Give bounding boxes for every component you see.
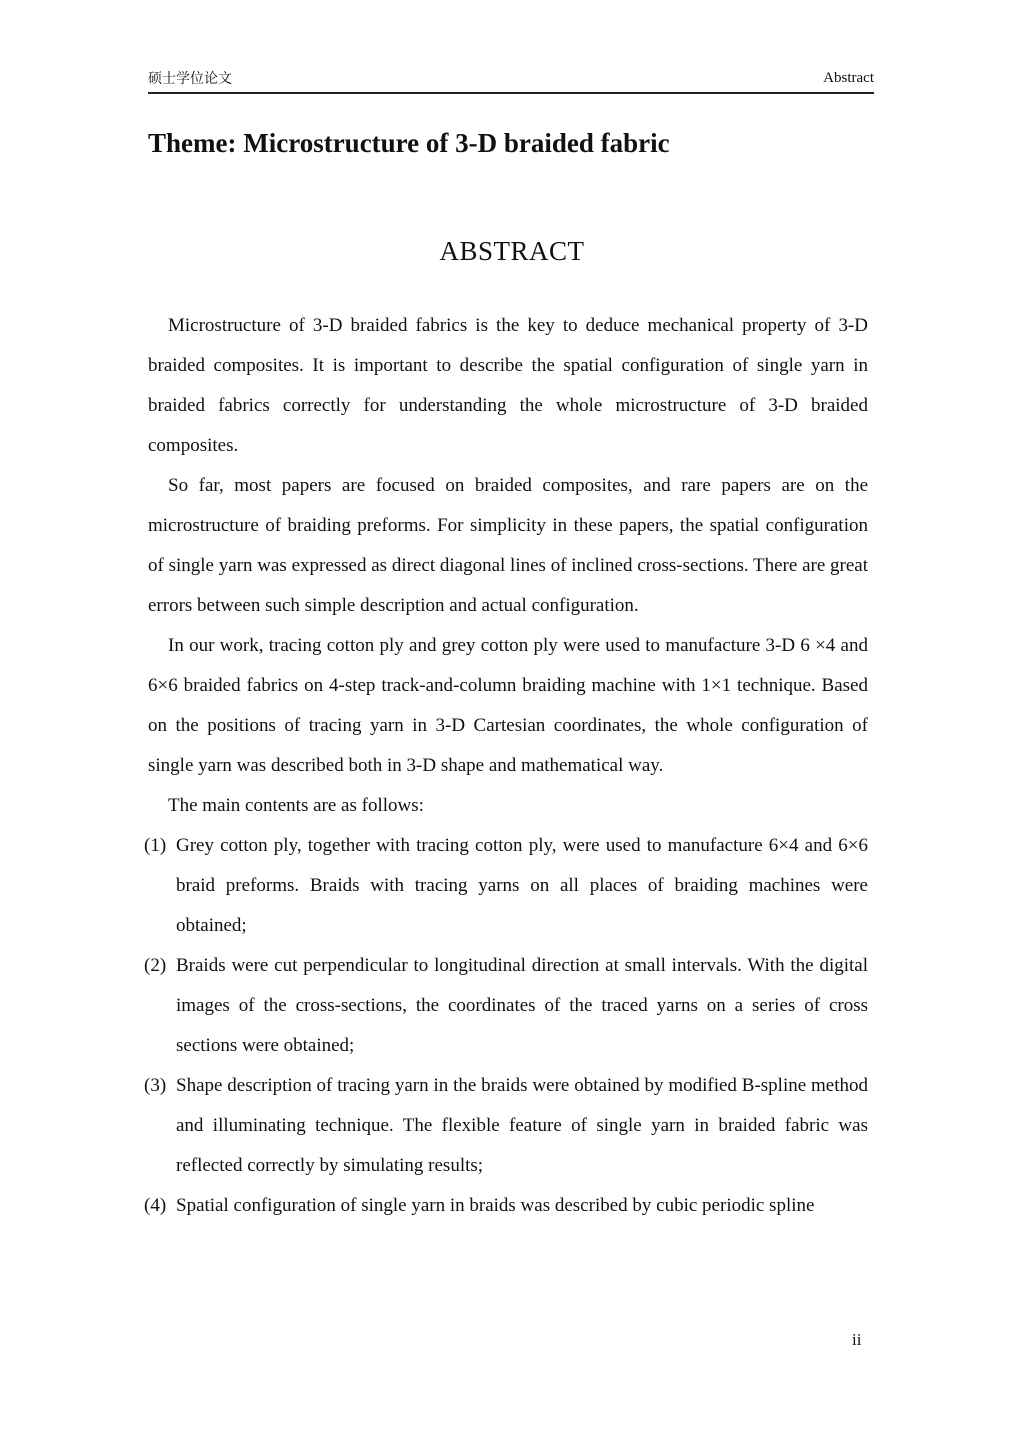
list-item-text: Grey cotton ply, together with tracing cotton ply, were used to manufacture 6×4 and 6×6 braid preforms. Braids with tracing yarns on all places of braiding machines were obtained; [176, 835, 868, 936]
header-section-label: Abstract [823, 70, 874, 86]
list-item-number: (4) [144, 1195, 167, 1216]
list-item-number: (1) [144, 835, 167, 856]
list-item [144, 946, 868, 1066]
list-item-text: Spatial configuration of single yarn in braids was described by cubic periodic spline [176, 1195, 815, 1216]
thesis-theme: Theme: Microstructure of 3-D braided fabric [148, 128, 670, 158]
list-item-number: (3) [144, 1075, 167, 1096]
list-item-text: Shape description of tracing yarn in the braids were obtained by modified B-spline method and illuminating technique. The flexible feature of single yarn in braided fabric was reflected correctly by simulating results; [176, 1075, 868, 1176]
paragraph: Microstructure of 3-D braided fabrics is the key to deduce mechanical property of 3-D braided composites. It is important to describe the spatial configuration of single yarn in braided fabrics correctly for understanding the whole microstructure of 3-D braided composites. [148, 315, 868, 456]
abstract-heading: ABSTRACT [439, 236, 585, 266]
header-thesis-label: 硕士学位论文 [148, 71, 232, 87]
paragraph: In our work, tracing cotton ply and grey cotton ply were used to manufacture 3-D 6 ×4 and 6×6 braided fabrics on 4-step track-and-column braiding machine with 1×1 technique. Based on the positions of tracing yarn in 3-D Cartesian coordinates, the whole configuration of single yarn was described both in 3-D shape and mathematical way. [148, 635, 868, 776]
paragraph: The main contents are as follows: [168, 795, 424, 816]
running-header [148, 66, 874, 94]
list-item-number: (2) [144, 955, 167, 976]
abstract-body [144, 306, 868, 1226]
list-item-text: Braids were cut perpendicular to longitudinal direction at small intervals. With the digital images of the cross-sections, the coordinates of the traced yarns on a series of cross sections were obtained; [176, 955, 868, 1056]
list-item [144, 826, 868, 946]
page-number: ii [852, 1330, 862, 1349]
list-item [144, 1066, 868, 1186]
contents-list [144, 826, 868, 1226]
paragraph: So far, most papers are focused on braided composites, and rare papers are on the microstructure of braiding preforms. For simplicity in these papers, the spatial configuration of single yarn was expressed as direct diagonal lines of inclined cross-sections. There are great errors between such simple description and actual configuration. [148, 475, 868, 616]
list-item [144, 1186, 868, 1226]
